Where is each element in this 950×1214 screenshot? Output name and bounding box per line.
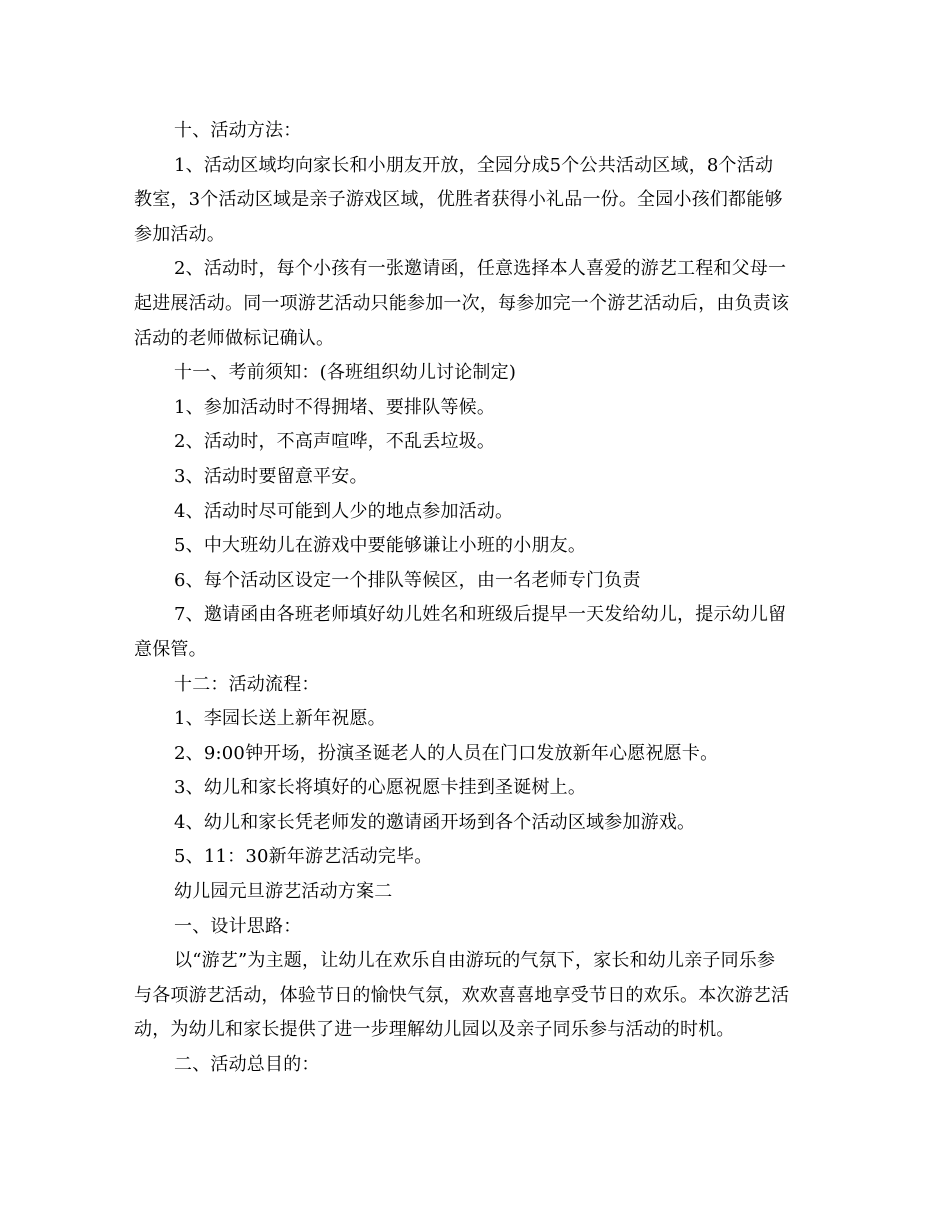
paragraph-line: 1、活动区域均向家长和小朋友开放，全园分成5个公共活动区域，8个活动 <box>174 154 774 176</box>
paragraph-line: 2、活动时，每个小孩有一张邀请函，任意选择本人喜爱的游艺工程和父母一 <box>174 258 787 280</box>
list-item: 2、9:00钟开场，扮演圣诞老人的人员在门口发放新年心愿祝愿卡。 <box>174 742 719 764</box>
paragraph-line: 起进展活动。同一项游艺活动只能参加一次，每参加完一个游艺活动后，由负责该 <box>134 292 790 314</box>
list-item: 5、11：30新年游艺活动完毕。 <box>174 846 433 868</box>
section-heading-11: 十一、考前须知：(各班组织幼儿讨论制定) <box>174 362 517 384</box>
paragraph-line: 活动的老师做标记确认。 <box>134 327 335 349</box>
list-item: 4、幼儿和家长凭老师发的邀请函开场到各个活动区域参加游戏。 <box>174 811 696 833</box>
section-heading-10: 十、活动方法： <box>174 120 302 141</box>
document-body <box>134 114 814 1083</box>
list-item: 1、李园长送上新年祝愿。 <box>174 708 386 730</box>
list-item: 3、活动时要留意平安。 <box>174 465 368 487</box>
list-item: 5、中大班幼儿在游戏中要能够谦让小班的小朋友。 <box>174 535 587 557</box>
document-title-2: 幼儿园元旦游艺活动方案二 <box>174 881 393 903</box>
section-heading-1: 一、设计思路： <box>174 915 302 937</box>
paragraph-line: 与各项游艺活动，体验节日的愉快气氛，欢欢喜喜地享受节日的欢乐。本次游艺活 <box>134 984 790 1006</box>
list-item: 1、参加活动时不得拥堵、要排队等候。 <box>174 396 496 418</box>
paragraph-line: 动，为幼儿和家长提供了进一步理解幼儿园以及亲子同乐参与活动的时机。 <box>134 1019 735 1041</box>
paragraph-line: 以“游艺”为主题，让幼儿在欢乐自由游玩的气氛下，家长和幼儿亲子同乐参 <box>174 950 776 972</box>
list-item: 6、每个活动区设定一个排队等候区，由一名老师专门负责 <box>174 569 641 591</box>
list-item: 4、活动时尽可能到人少的地点参加活动。 <box>174 500 514 522</box>
paragraph-line: 教室，3个活动区域是亲子游戏区域，优胜者获得小礼品一份。全园小孩们都能够 <box>134 189 783 211</box>
section-heading-2: 二、活动总目的： <box>174 1054 320 1076</box>
list-item: 3、幼儿和家长将填好的心愿祝愿卡挂到圣诞树上。 <box>174 777 587 799</box>
list-item-continuation: 意保管。 <box>134 638 207 660</box>
list-item: 2、活动时，不高声喧哗，不乱丢垃圾。 <box>174 431 496 453</box>
section-heading-12: 十二：活动流程： <box>174 673 320 695</box>
paragraph-line: 参加活动。 <box>134 223 225 245</box>
list-item: 7、邀请函由各班老师填好幼儿姓名和班级后提早一天发给幼儿，提示幼儿留 <box>174 604 787 626</box>
